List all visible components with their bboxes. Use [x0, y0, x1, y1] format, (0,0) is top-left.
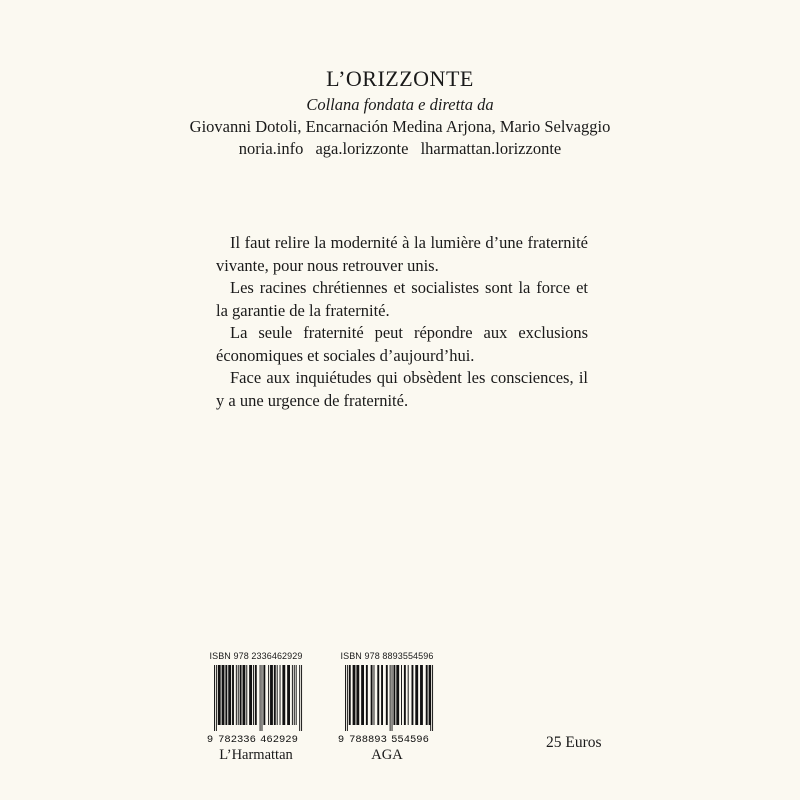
link-aga: aga.lorizzonte	[315, 139, 409, 158]
barcode-bar	[408, 665, 409, 725]
barcode-bar	[371, 665, 373, 725]
blurb-paragraph-4: Face aux inquiétudes qui obsèdent les consciences, il y a une urgence de fraternité.	[216, 368, 588, 410]
barcode-digits-left: 788893	[349, 734, 387, 745]
series-editors: Giovanni Dotoli, Encarnación Medina Arjona, Mario Selvaggio	[189, 117, 611, 136]
isbn-label: ISBN 978 8893554596	[340, 651, 434, 661]
series-header	[0, 64, 800, 160]
barcode-bar	[420, 665, 423, 725]
barcode-bar	[238, 665, 239, 725]
barcode-bar	[356, 665, 359, 725]
barcode-bar	[255, 665, 257, 725]
blurb-paragraph-2: Les racines chrétiennes et socialistes sont la force et la garantie de la fraternité.	[216, 278, 588, 320]
barcode-guard-bar	[430, 665, 431, 731]
barcode-image	[338, 663, 436, 745]
barcode-bar	[218, 665, 221, 725]
barcode-guard-bar	[392, 665, 393, 731]
barcode-bar	[377, 665, 379, 725]
series-title: L’ORIZZONTE	[326, 66, 474, 91]
barcode-bar	[415, 665, 418, 725]
barcode-guard-bar	[432, 665, 433, 731]
barcode-bar	[292, 665, 293, 725]
barcode-guard-bar	[347, 665, 348, 731]
barcode-bar	[353, 665, 356, 725]
barcode-bar	[349, 665, 351, 725]
barcode-digit-lead: 9	[338, 734, 345, 745]
barcode-guard-bar	[345, 665, 346, 731]
barcode-bar	[404, 665, 406, 725]
barcode-bar	[366, 665, 368, 725]
link-noria: noria.info	[238, 139, 304, 158]
barcode-digits-right: 462929	[260, 734, 298, 745]
barcode-guard-bar	[214, 665, 215, 731]
barcode-guard-bar	[262, 665, 263, 731]
barcode-guard-bar	[260, 665, 261, 731]
barcode-image	[207, 663, 305, 745]
barcode-bar	[249, 665, 252, 725]
barcode-bar	[296, 665, 297, 725]
barcode-bar	[287, 665, 290, 725]
barcode-bar	[225, 665, 227, 725]
barcode-bar	[381, 665, 383, 725]
isbn-label: ISBN 978 2336462929	[209, 651, 303, 661]
barcode-bar	[246, 665, 247, 725]
barcode-bar	[393, 665, 395, 725]
barcode-bar	[282, 665, 285, 725]
barcode-digits-right: 554596	[391, 734, 429, 745]
barcode-bar	[386, 665, 388, 725]
price: 25 Euros	[546, 734, 602, 751]
barcode-bar	[426, 665, 428, 725]
barcode-bar	[412, 665, 414, 725]
barcode-bar	[243, 665, 246, 725]
barcode-bar	[361, 665, 364, 725]
barcode-digits-left: 782336	[218, 734, 256, 745]
barcode-bar	[280, 665, 281, 725]
series-subtitle: Collana fondata e diretta da	[306, 95, 494, 114]
barcode-bar	[274, 665, 276, 725]
barcode-bar	[236, 665, 237, 725]
barcode-bar	[374, 665, 375, 725]
barcode-guard-bar	[216, 665, 217, 731]
barcode-bar	[277, 665, 278, 725]
barcode-bar	[268, 665, 269, 725]
barcode-bar	[232, 665, 234, 725]
link-lharmattan: lharmattan.lorizzonte	[420, 139, 562, 158]
barcode-bar	[240, 665, 242, 725]
publisher-name: AGA	[371, 747, 403, 763]
barcode-bar	[396, 665, 399, 725]
barcode-guard-bar	[299, 665, 300, 731]
barcode-bar	[270, 665, 273, 725]
barcode-bar	[401, 665, 402, 725]
barcode-digit-lead: 9	[207, 734, 214, 745]
barcode-guard-bar	[301, 665, 302, 731]
barcode-bar	[253, 665, 254, 725]
barcode-bar	[228, 665, 231, 725]
barcode-block-aga	[338, 651, 436, 764]
series-links	[0, 138, 800, 160]
blurb-paragraph-3: La seule fraternité peut répondre aux exclusions économiques et sociales d’aujourd’hui.	[216, 323, 588, 365]
publisher-name: L’Harmattan	[219, 747, 293, 763]
barcode-bar	[263, 665, 265, 725]
barcode-guard-bar	[390, 665, 391, 731]
blurb-paragraph-1: Il faut relire la modernité à la lumière d’une fraternité vivante, pour nous retrouver unis.	[216, 233, 588, 275]
barcode-bar	[294, 665, 295, 725]
barcode-block-harmattan	[207, 651, 305, 764]
barcode-bar	[222, 665, 225, 725]
blurb-text	[216, 232, 588, 412]
